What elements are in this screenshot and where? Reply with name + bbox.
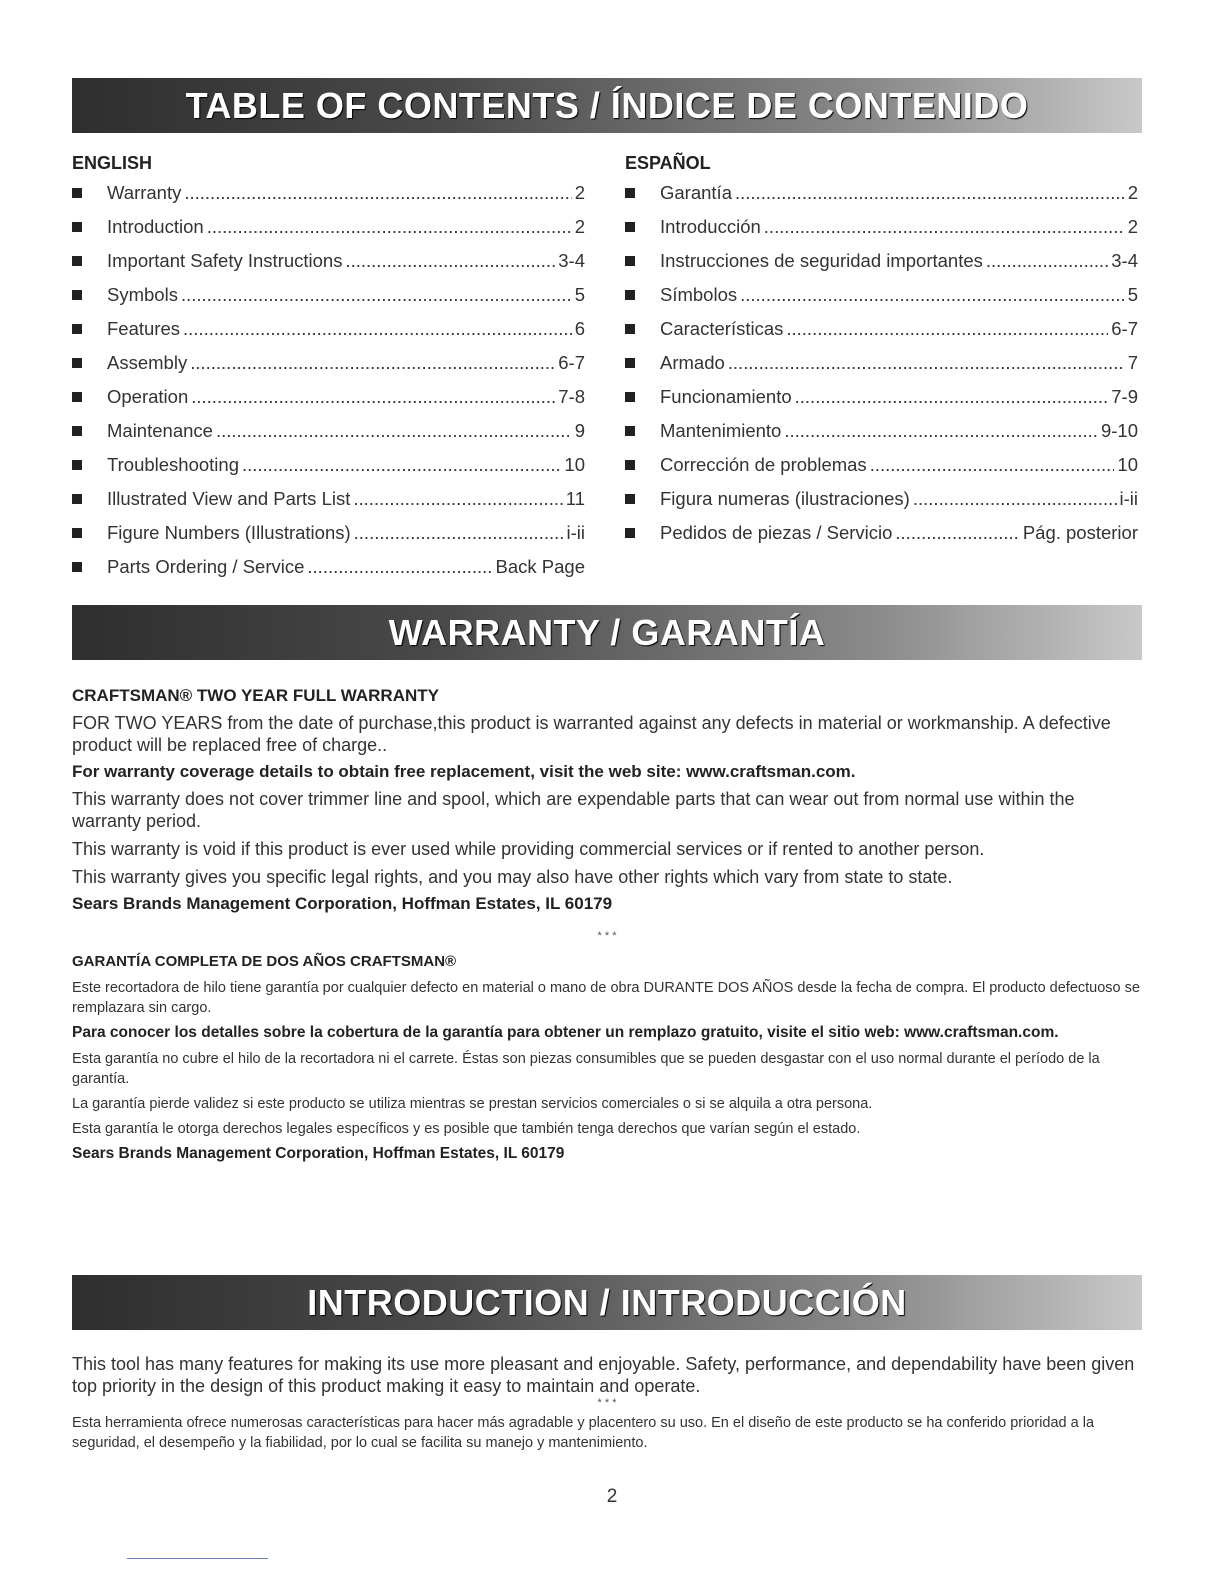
- toc-spanish: [625, 153, 1138, 556]
- garantia-paragraph: Esta garantía no cubre el hilo de la recortadora ni el carrete. Éstas son piezas consumibles que se pueden desgastar con el uso normal durante el período de la garantía.: [72, 1051, 1100, 1087]
- toc-entry: [72, 284, 585, 318]
- bullet-icon: [625, 392, 635, 402]
- dot-leader: [795, 386, 1109, 408]
- dot-leader: [345, 250, 555, 272]
- toc-entry-page: Back Page: [495, 556, 585, 577]
- toc-entry: [625, 420, 1138, 454]
- toc-entry: [625, 352, 1138, 386]
- toc-entry: [625, 182, 1138, 216]
- page-number: 2: [606, 1486, 618, 1507]
- dot-leader: [184, 182, 571, 204]
- bullet-icon: [72, 256, 82, 266]
- toc-entry: [625, 318, 1138, 352]
- dot-leader: [764, 216, 1125, 238]
- intro-spanish: Esta herramienta ofrece numerosas características para hacer más agradable y placentero su uso. En el diseño de este producto se ha conferido prioridad a la seguridad, el desempeño y la fiabilidad, por lo cual se facilita su manejo y mantenimiento.: [72, 1415, 1095, 1451]
- toc-entry-page: 6-7: [1111, 318, 1138, 339]
- toc-entry: [625, 386, 1138, 420]
- dot-leader: [190, 352, 555, 374]
- dot-leader: [207, 216, 572, 238]
- toc-entry-label: Features: [107, 318, 181, 339]
- toc-entry-label: Mantenimiento: [660, 420, 782, 441]
- footer-rule: [127, 1558, 268, 1559]
- toc-entry-page: 2: [1127, 216, 1138, 237]
- toc-entry: [625, 250, 1138, 284]
- warranty-link-note: For warranty coverage details to obtain free replacement, visit the web site: www.craftsman.com.: [72, 762, 856, 781]
- dot-leader: [242, 454, 561, 476]
- warranty-paragraph: This warranty does not cover trimmer line and spool, which are expendable parts that can wear out from normal use within the warranty period.: [72, 789, 1075, 831]
- toc-entry-label: Pedidos de piezas / Servicio: [660, 522, 893, 543]
- bullet-icon: [625, 256, 635, 266]
- toc-entry-page: 6: [574, 318, 585, 339]
- dot-leader: [354, 522, 564, 544]
- intro-english: This tool has many features for making its use more pleasant and enjoyable. Safety, performance, and dependability have been given top priority in the design of this product making it easy to maintain and operate.: [72, 1354, 1135, 1396]
- dot-leader: [895, 522, 1019, 544]
- bullet-icon: [72, 290, 82, 300]
- toc-english: [72, 153, 585, 590]
- bullet-icon: [72, 222, 82, 232]
- garantia-address: Sears Brands Management Corporation, Hoffman Estates, IL 60179: [72, 1145, 565, 1162]
- toc-entry-page: 3-4: [558, 250, 585, 271]
- toc-entry: [72, 182, 585, 216]
- toc-entry-page: 5: [1127, 284, 1138, 305]
- toc-entry: [72, 454, 585, 488]
- bullet-icon: [625, 222, 635, 232]
- toc-entry-page: 10: [1117, 454, 1138, 475]
- bullet-icon: [625, 358, 635, 368]
- bullet-icon: [625, 324, 635, 334]
- toc-entry-label: Maintenance: [107, 420, 213, 441]
- toc-entry: [72, 318, 585, 352]
- garantia-paragraph: Este recortadora de hilo tiene garantía por cualquier defecto en material o mano de obra DURANTE DOS AÑOS desde la fecha de compra. El producto defectuoso se remplazara sin cargo.: [72, 980, 1140, 1016]
- toc-entry-page: 5: [574, 284, 585, 305]
- toc-entry-page: 10: [564, 454, 585, 475]
- toc-entry: [72, 420, 585, 454]
- warranty-address: Sears Brands Management Corporation, Hoffman Estates, IL 60179: [72, 894, 613, 913]
- dot-leader: [735, 182, 1125, 204]
- toc-entry-page: 6-7: [558, 352, 585, 373]
- toc-entry-page: 3-4: [1111, 250, 1138, 271]
- toc-entry: [625, 284, 1138, 318]
- bullet-icon: [72, 426, 82, 436]
- toc-entry-page: i-ii: [1119, 488, 1138, 509]
- toc-entry-page: 2: [1127, 182, 1138, 203]
- toc-spanish-heading: ESPAÑOL: [625, 153, 711, 173]
- toc-entry-label: Illustrated View and Parts List: [107, 488, 351, 509]
- toc-entry-label: Introducción: [660, 216, 761, 237]
- toc-entry-page: i-ii: [566, 522, 585, 543]
- dot-leader: [183, 318, 572, 340]
- toc-entry-page: 7-8: [558, 386, 585, 407]
- bullet-icon: [625, 188, 635, 198]
- warranty-section: [72, 686, 1142, 1170]
- toc-entry-label: Introduction: [107, 216, 204, 237]
- toc-entry-label: Symbols: [107, 284, 178, 305]
- toc-entry-label: Parts Ordering / Service: [107, 556, 305, 577]
- dot-leader: [353, 488, 562, 510]
- intro-section: [72, 1353, 1142, 1458]
- dot-leader: [740, 284, 1125, 306]
- toc-entry-page: 2: [574, 216, 585, 237]
- bullet-icon: [625, 460, 635, 470]
- toc-entry-page: 9: [574, 420, 585, 441]
- intro-title-banner: INTRODUCTION / INTRODUCCIÓN: [72, 1275, 1142, 1330]
- toc-entry: [72, 556, 585, 590]
- toc-title-banner: TABLE OF CONTENTS / ÍNDICE DE CONTENIDO: [72, 78, 1142, 133]
- bullet-icon: [72, 562, 82, 572]
- toc-entry-label: Assembly: [107, 352, 188, 373]
- warranty-heading-en: CRAFTSMAN® TWO YEAR FULL WARRANTY: [72, 686, 439, 705]
- garantia-paragraph: Esta garantía le otorga derechos legales específicos y es posible que también tenga derechos que varían según el estado.: [72, 1121, 861, 1137]
- warranty-paragraph: FOR TWO YEARS from the date of purchase,this product is warranted against any defects in material or workmanship. A defective product will be replaced free of charge..: [72, 713, 1111, 755]
- toc-entry-label: Troubleshooting: [107, 454, 239, 475]
- warranty-heading-es: GARANTÍA COMPLETA DE DOS AÑOS CRAFTSMAN®: [72, 953, 457, 970]
- toc-entry-label: Símbolos: [660, 284, 738, 305]
- dot-leader: [181, 284, 572, 306]
- dot-leader: [786, 318, 1108, 340]
- garantia-paragraph: La garantía pierde validez si este producto se utiliza mientras se prestan servicios comerciales o si se alquila a otra persona.: [72, 1096, 873, 1112]
- toc-english-heading: ENGLISH: [72, 153, 153, 173]
- bullet-icon: [625, 426, 635, 436]
- toc-entry: [72, 352, 585, 386]
- dot-leader: [307, 556, 492, 578]
- bullet-icon: [72, 528, 82, 538]
- bullet-icon: [625, 494, 635, 504]
- toc-entry-label: Garantía: [660, 182, 732, 203]
- toc-entry: [625, 488, 1138, 522]
- bullet-icon: [72, 392, 82, 402]
- toc-entry-page: 11: [565, 488, 585, 509]
- toc-entry-label: Warranty: [107, 182, 182, 203]
- toc-entry-label: Características: [660, 318, 784, 339]
- dot-leader: [728, 352, 1125, 374]
- bullet-icon: [625, 528, 635, 538]
- toc-entry-label: Important Safety Instructions: [107, 250, 343, 271]
- warranty-paragraph: This warranty is void if this product is ever used while providing commercial services or if rented to another person.: [72, 839, 985, 859]
- toc-entry-label: Funcionamiento: [660, 386, 792, 407]
- toc-entry: [625, 522, 1138, 556]
- warranty-title-banner: WARRANTY / GARANTÍA: [72, 605, 1142, 660]
- garantia-link-note: Para conocer los detalles sobre la cobertura de la garantía para obtener un remplazo gratuito, visite el sitio web: www.craftsman.com.: [72, 1024, 1059, 1041]
- toc-entry-page: 2: [574, 182, 585, 203]
- dot-leader: [784, 420, 1098, 442]
- toc-entry-label: Instrucciones de seguridad importantes: [660, 250, 983, 271]
- bullet-icon: [72, 460, 82, 470]
- toc-entry: [625, 454, 1138, 488]
- dot-leader: [191, 386, 555, 408]
- bullet-icon: [625, 290, 635, 300]
- toc-entry-page: 7-9: [1111, 386, 1138, 407]
- toc-entry: [72, 250, 585, 284]
- bullet-icon: [72, 358, 82, 368]
- toc-entry-label: Operation: [107, 386, 189, 407]
- toc-entry-label: Corrección de problemas: [660, 454, 867, 475]
- toc-entry: [72, 522, 585, 556]
- toc-entry-page: Pág. posterior: [1022, 522, 1138, 543]
- dot-leader: [216, 420, 572, 442]
- toc-entry-label: Figura numeras (ilustraciones): [660, 488, 910, 509]
- toc-entry: [625, 216, 1138, 250]
- dot-leader: [913, 488, 1117, 510]
- bullet-icon: [72, 324, 82, 334]
- toc-entry: [72, 216, 585, 250]
- bullet-icon: [72, 188, 82, 198]
- toc-entry: [72, 386, 585, 420]
- separator: * * *: [597, 1397, 617, 1409]
- warranty-paragraph: This warranty gives you specific legal rights, and you may also have other rights which vary from state to state.: [72, 867, 953, 887]
- toc-entry-page: 7: [1127, 352, 1138, 373]
- toc-entry: [72, 488, 585, 522]
- toc-entry-label: Armado: [660, 352, 725, 373]
- toc-entry-label: Figure Numbers (Illustrations): [107, 522, 351, 543]
- separator: * * *: [597, 930, 617, 942]
- dot-leader: [870, 454, 1115, 476]
- bullet-icon: [72, 494, 82, 504]
- dot-leader: [986, 250, 1108, 272]
- toc-entry-page: 9-10: [1100, 420, 1138, 441]
